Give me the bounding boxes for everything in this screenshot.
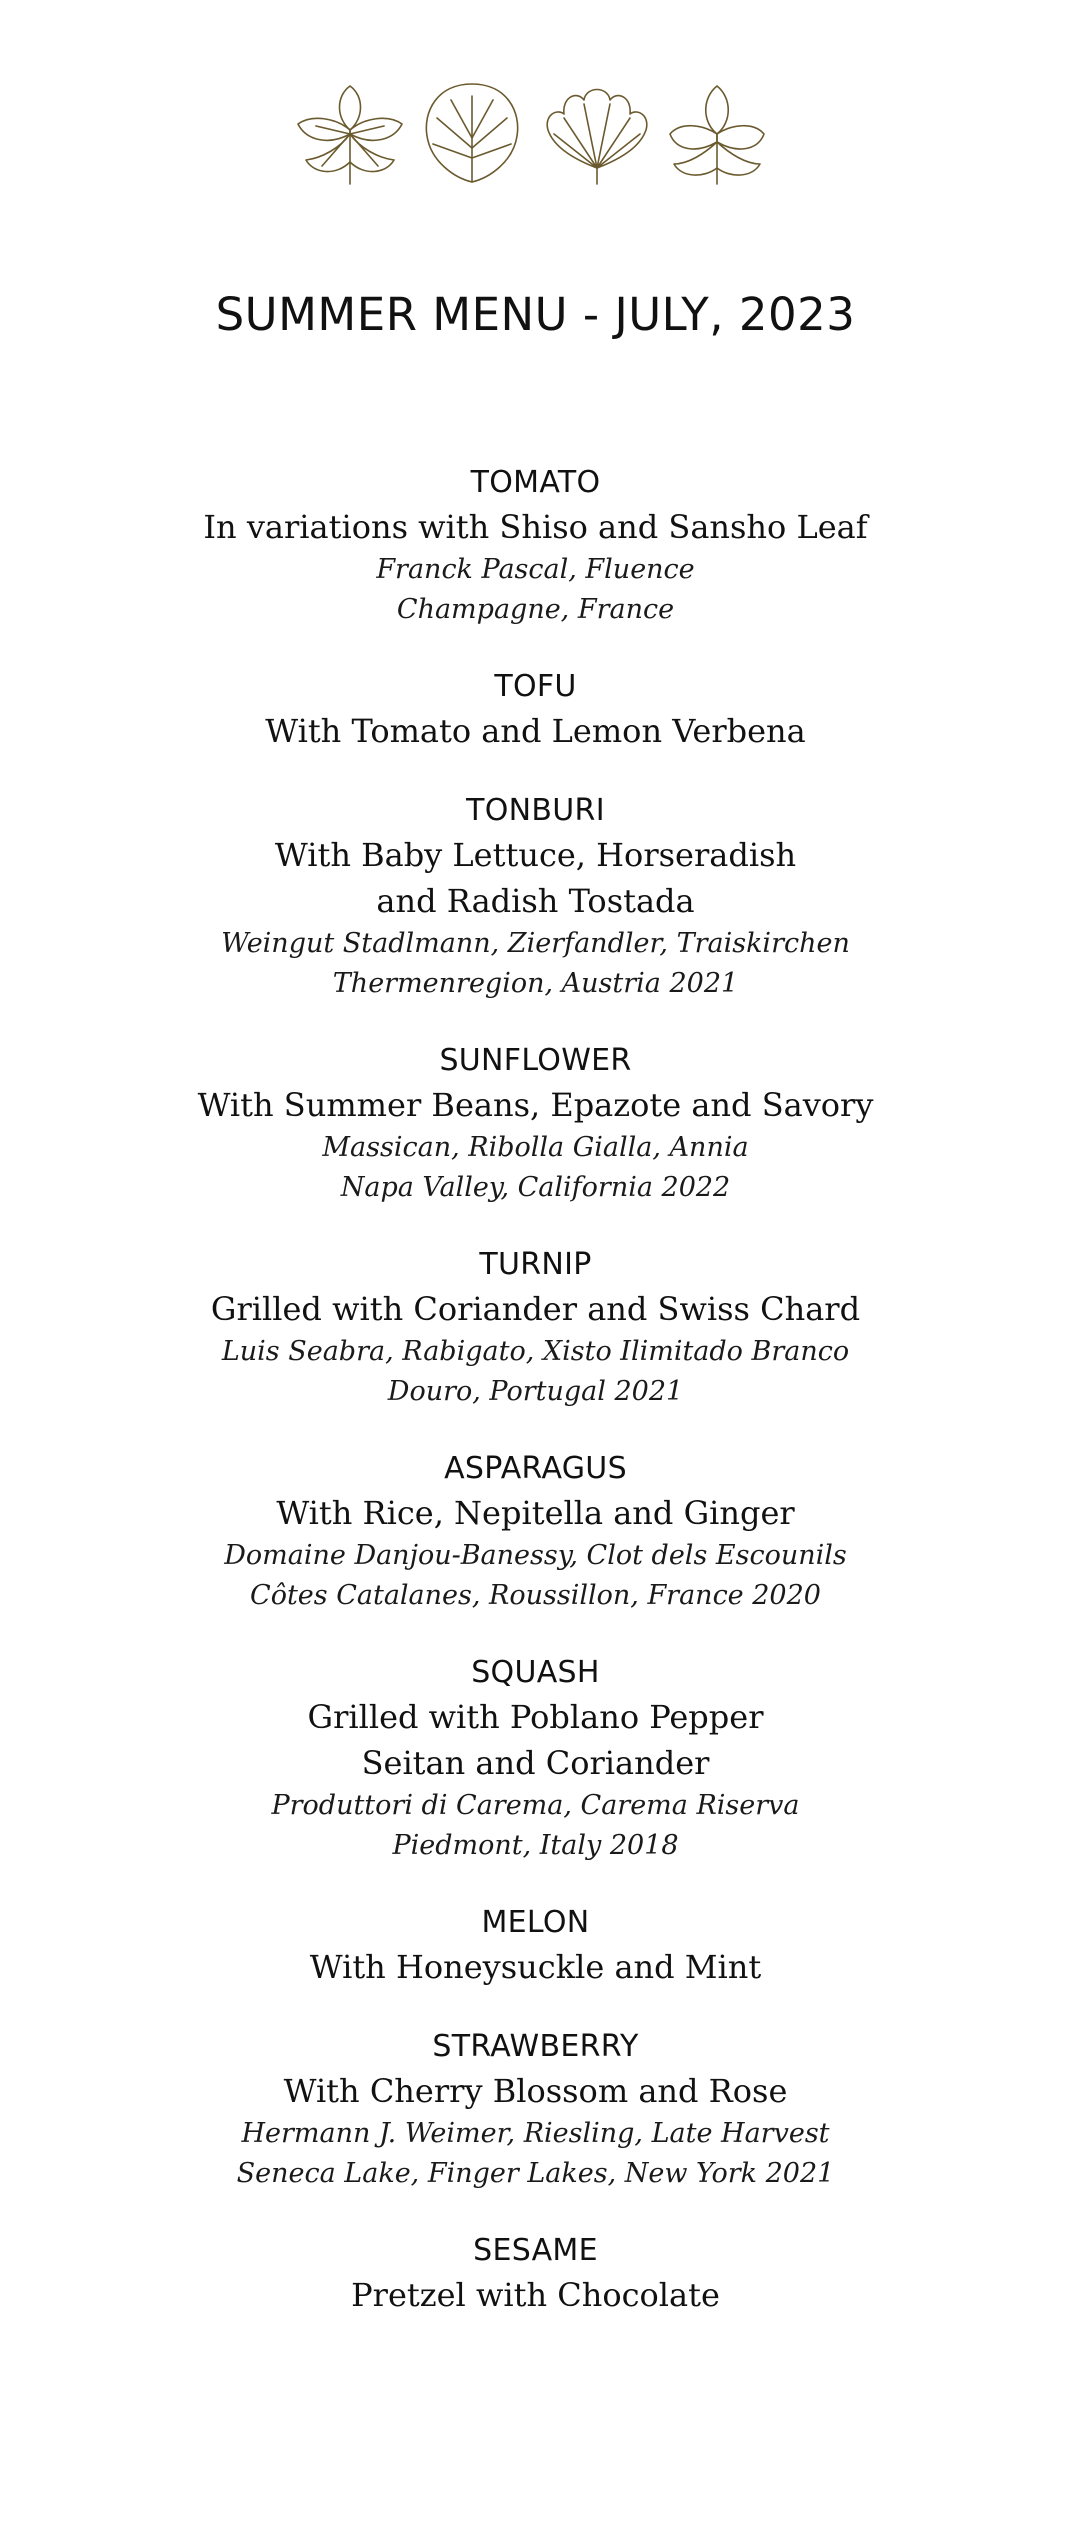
course-name: TURNIP [479,1247,592,1282]
course-list [0,462,1071,2354]
course-description: Grilled with Poblano Pepper [307,1698,764,1736]
maple-leaf-icon [298,86,402,184]
course-description: Grilled with Coriander and Swiss Chard [210,1290,861,1328]
course-name: SESAME [473,2233,598,2268]
wine-pairing: Hermann J. Weimer, Riesling, Late Harvest [241,2118,830,2149]
course-item [0,1902,1071,1990]
course-name: STRAWBERRY [432,2029,639,2064]
wine-pairing: Champagne, France [396,594,675,625]
course-item [0,462,1071,630]
fan-leaf-icon [547,90,647,185]
course-description: In variations with Shiso and Sansho Leaf [203,508,868,546]
course-item [0,790,1071,1004]
course-name: SUNFLOWER [439,1043,632,1078]
course-name: TOFU [494,669,577,704]
wine-pairing: Produttori di Carema, Carema Riserva [271,1790,800,1821]
wine-pairing: Piedmont, Italy 2018 [392,1830,679,1861]
wine-pairing: Massican, Ribolla Gialla, Annia [322,1132,749,1163]
wine-pairing: Thermenregion, Austria 2021 [332,968,739,999]
menu-title: SUMMER MENU - JULY, 2023 [215,288,856,341]
leaf-emblem-logo [292,78,772,188]
wine-pairing: Luis Seabra, Rabigato, Xisto Ilimitado Branco [221,1336,850,1367]
wine-pairing: Côtes Catalanes, Roussillon, France 2020 [250,1580,821,1611]
course-description: Pretzel with Chocolate [351,2276,720,2314]
wine-pairing: Seneca Lake, Finger Lakes, New York 2021 [236,2158,835,2189]
wine-pairing: Weingut Stadlmann, Zierfandler, Traiskirchen [221,928,850,959]
course-name: MELON [481,1905,590,1940]
course-name: TONBURI [466,793,605,828]
course-description: With Summer Beans, Epazote and Savory [197,1086,874,1124]
course-description: With Rice, Nepitella and Ginger [276,1494,795,1532]
course-name: SQUASH [471,1655,600,1690]
wine-pairing: Douro, Portugal 2021 [387,1376,684,1407]
wine-pairing: Napa Valley, California 2022 [340,1172,731,1203]
course-description: and Radish Tostada [376,882,695,920]
course-description: With Honeysuckle and Mint [309,1948,762,1986]
course-item [0,1040,1071,1208]
course-item [0,1244,1071,1412]
course-description: Seitan and Coriander [361,1744,710,1782]
course-description: With Cherry Blossom and Rose [283,2072,788,2110]
course-item [0,2230,1071,2318]
course-item [0,1652,1071,1866]
course-description: With Baby Lettuce, Horseradish [274,836,797,874]
course-name: ASPARAGUS [444,1451,627,1486]
round-leaf-icon [426,84,517,182]
course-item [0,2026,1071,2194]
course-item [0,1448,1071,1616]
course-name: TOMATO [470,465,601,500]
lobed-leaf-icon [670,86,764,184]
wine-pairing: Franck Pascal, Fluence [376,554,695,585]
course-item [0,666,1071,754]
course-description: With Tomato and Lemon Verbena [265,712,806,750]
wine-pairing: Domaine Danjou-Banessy, Clot dels Escounils [224,1540,847,1571]
